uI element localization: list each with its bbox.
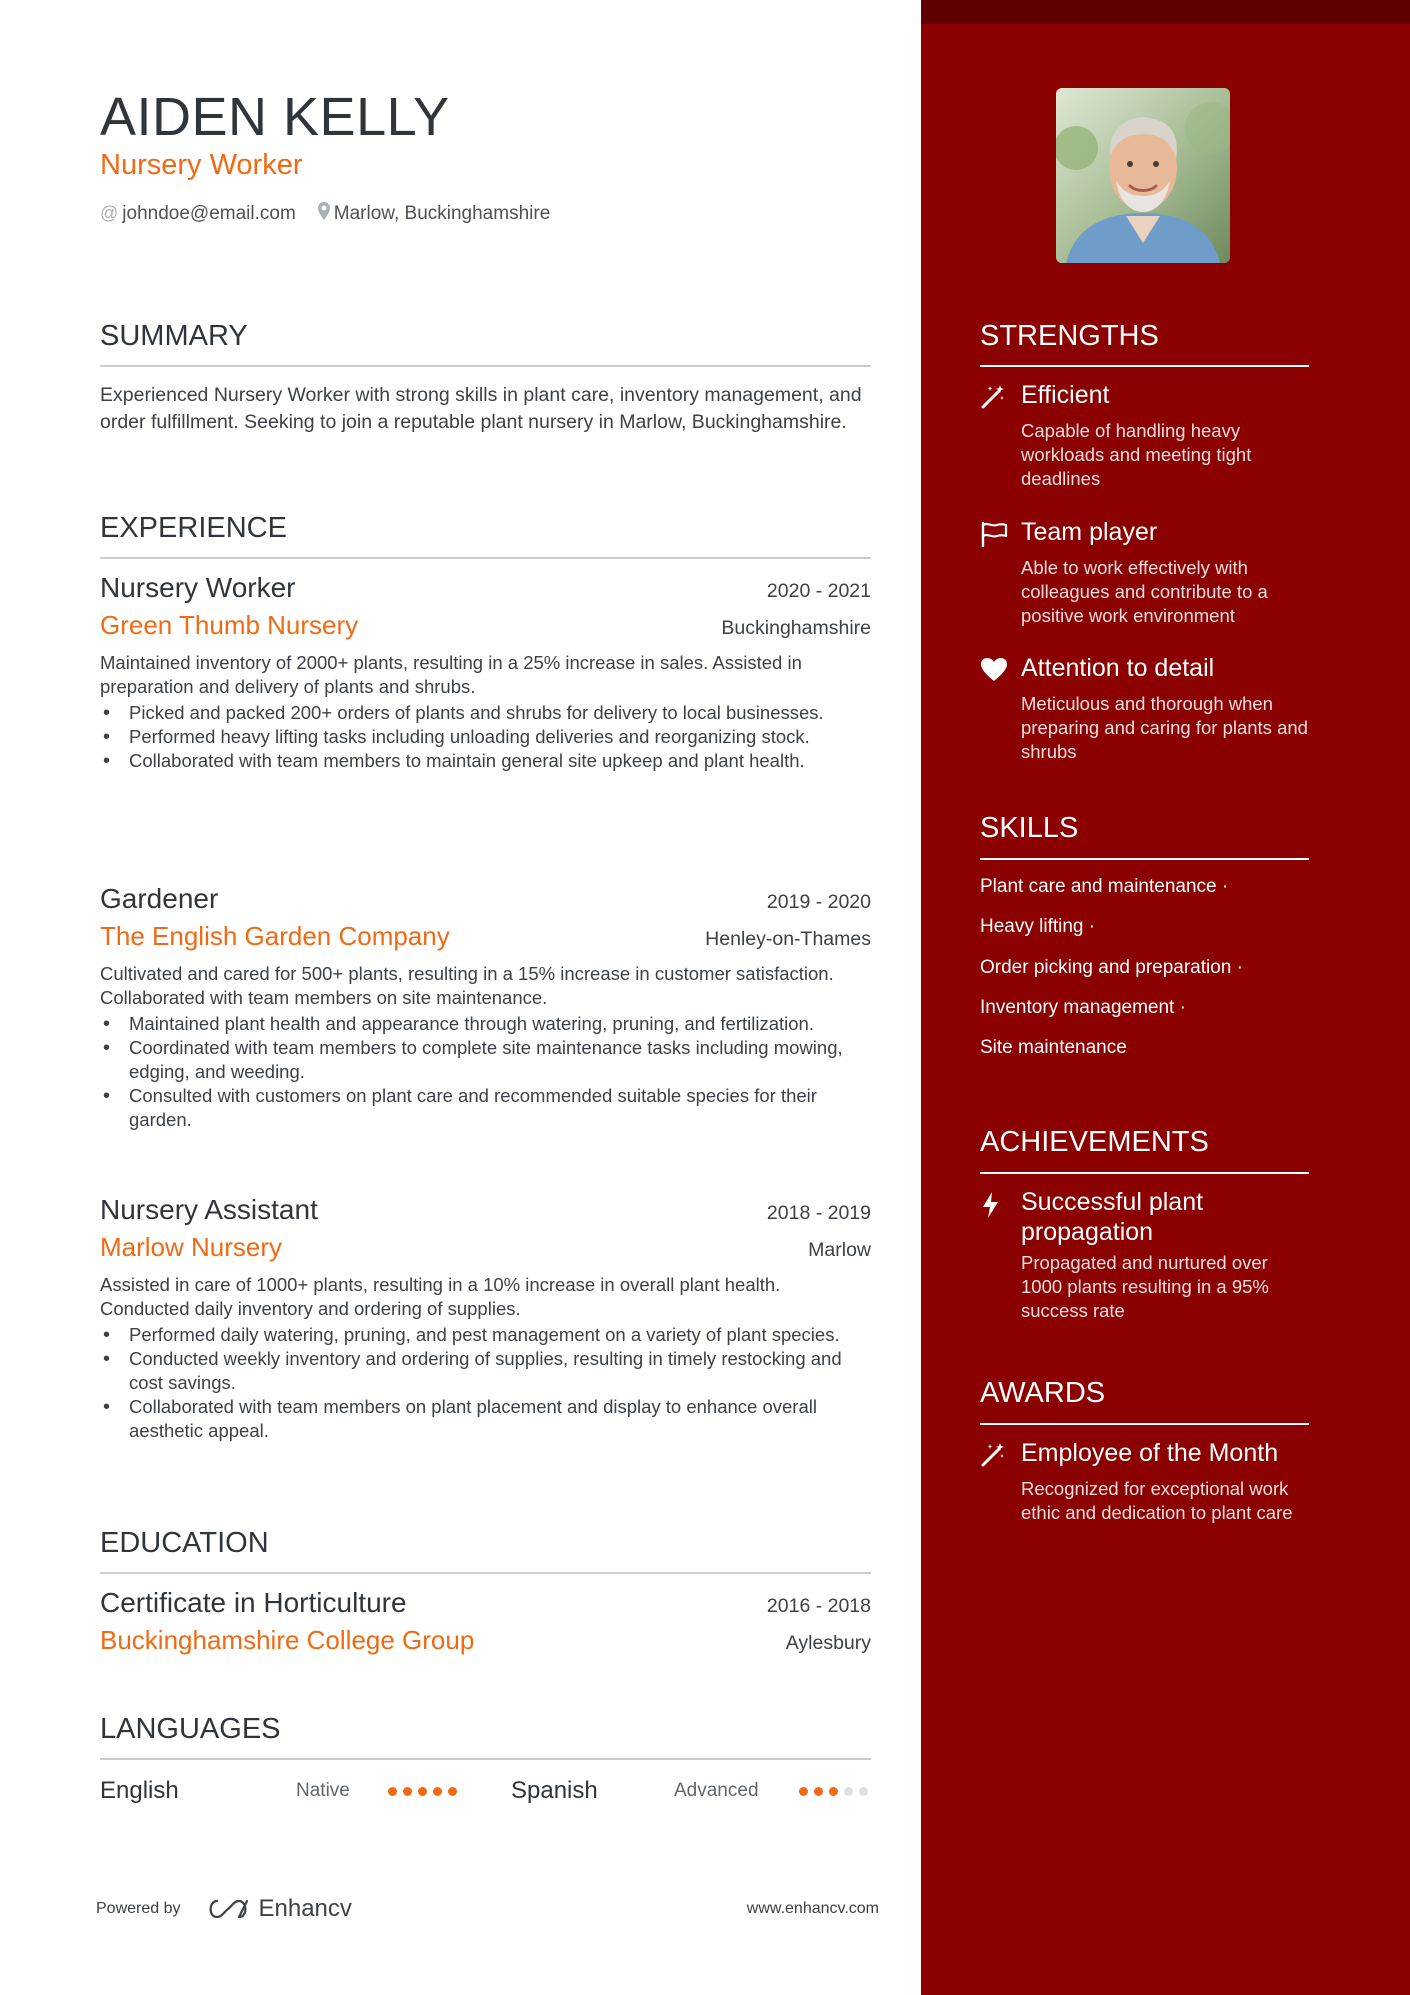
skills-heading: SKILLS [980, 812, 1079, 844]
rating-dot [388, 1787, 397, 1796]
strength-description: Capable of handling heavy workloads and meeting tight deadlines [1021, 420, 1252, 489]
language-level: Advanced [674, 1780, 759, 1801]
languages-divider [100, 1758, 871, 1760]
achievement-item [980, 1187, 1309, 1323]
magic-wand-icon [980, 1438, 1021, 1473]
summary-text: Experienced Nursery Worker with strong skills in plant care, inventory management, and order fulfillment. Seeking to join a reputable plant nursery in Marlow, Buckinghamshire. [100, 384, 862, 433]
language-level: Native [296, 1780, 350, 1801]
job-location: Henley-on-Thames [705, 928, 871, 950]
list-item: • Picked and packed 200+ orders of plants and shrubs for delivery to local businesses. [100, 701, 871, 725]
powered-by-label: Powered by [96, 1900, 181, 1917]
profile-photo [1056, 88, 1230, 263]
summary-heading: SUMMARY [100, 320, 248, 352]
strength-item [980, 653, 1309, 764]
strength-description: Able to work effectively with colleagues and contribute to a positive work environment [1021, 557, 1268, 626]
footer [96, 1895, 879, 1923]
flag-icon [980, 517, 1021, 552]
rating-dot [859, 1787, 868, 1796]
magic-wand-icon [980, 380, 1021, 415]
achievements-divider [980, 1172, 1309, 1174]
experience-divider [100, 557, 871, 559]
job-bullets [100, 1323, 871, 1443]
location-item [318, 202, 550, 225]
education-entry [100, 1587, 871, 1656]
achievement-description: Propagated and nurtured over 1000 plants resulting in a 95% success rate [1021, 1252, 1269, 1321]
job-bullets [100, 701, 871, 773]
contact-info [100, 202, 572, 225]
email-item[interactable] [100, 203, 296, 225]
rating-dot [799, 1787, 808, 1796]
list-item: • Collaborated with team members on plant placement and display to enhance overall aesthetic appeal. [100, 1395, 871, 1443]
strength-description: Meticulous and thorough when preparing and caring for plants and shrubs [1021, 693, 1308, 762]
sidebar-top-bar [921, 0, 1410, 24]
strengths-heading: STRENGTHS [980, 320, 1159, 352]
rating-dot [844, 1787, 853, 1796]
strength-item [980, 380, 1309, 491]
education-divider [100, 1572, 871, 1574]
list-item: • Performed daily watering, pruning, and pest management on a variety of plant species. [100, 1323, 871, 1347]
candidate-title: Nursery Worker [100, 149, 303, 181]
job-title: Gardener [100, 883, 219, 914]
list-item: • Conducted weekly inventory and ordering of supplies, resulting in timely restocking and cost savings. [100, 1347, 871, 1395]
skill-item: Inventory management · [980, 997, 1186, 1018]
rating-dots [799, 1787, 868, 1796]
job-description: Maintained inventory of 2000+ plants, resulting in a 25% increase in sales. Assisted in preparation and delivery of plants and shrubs. [100, 652, 802, 697]
lightning-bolt-icon [980, 1187, 1021, 1224]
language-rating-english [388, 1773, 457, 1809]
job-bullets [100, 1012, 871, 1132]
email-text: johndoe@email.com [122, 202, 296, 224]
language-rating-spanish [799, 1773, 868, 1809]
job-company: Green Thumb Nursery [100, 610, 359, 640]
rating-dot [418, 1787, 427, 1796]
language-spanish [511, 1773, 598, 1809]
list-item: • Performed heavy lifting tasks including unloading deliveries and reorganizing stock. [100, 725, 871, 749]
school-location: Aylesbury [785, 1632, 871, 1654]
language-level-spanish [674, 1773, 759, 1809]
list-item: • Coordinated with team members to complete site maintenance tasks including mowing, edging, and weeding. [100, 1036, 871, 1084]
awards-heading: AWARDS [980, 1377, 1106, 1409]
strengths-divider [980, 365, 1309, 367]
list-item: • Maintained plant health and appearance through watering, pruning, and fertilization. [100, 1012, 871, 1036]
degree-title: Certificate in Horticulture [100, 1587, 407, 1618]
languages-list [100, 1773, 871, 1809]
summary-divider [100, 365, 871, 367]
awards-divider [980, 1423, 1309, 1425]
rating-dots [388, 1787, 457, 1796]
education-dates: 2016 - 2018 [766, 1595, 871, 1617]
strength-item [980, 517, 1309, 628]
award-title: Employee of the Month [1021, 1439, 1279, 1467]
powered-by [96, 1895, 352, 1923]
strength-title: Efficient [1021, 381, 1110, 409]
language-name: English [100, 1777, 179, 1804]
job-entry [100, 1194, 871, 1443]
experience-heading: EXPERIENCE [100, 512, 287, 544]
job-company: The English Garden Company [100, 921, 450, 951]
job-dates: 2020 - 2021 [766, 580, 871, 602]
achievements-heading: ACHIEVEMENTS [980, 1126, 1209, 1158]
map-pin-icon [318, 202, 330, 225]
language-english [100, 1773, 179, 1809]
at-icon: @ [100, 203, 119, 223]
footer-url[interactable]: www.enhancv.com [746, 1900, 879, 1917]
job-location: Marlow [808, 1239, 871, 1261]
job-dates: 2018 - 2019 [766, 1202, 871, 1224]
location-text: Marlow, Buckinghamshire [333, 202, 551, 224]
job-entry [100, 883, 871, 1132]
job-title: Nursery Worker [100, 572, 296, 603]
strength-title: Attention to detail [1021, 654, 1215, 682]
skill-item: Plant care and maintenance · [980, 876, 1229, 897]
list-item: • Collaborated with team members to maintain general site upkeep and plant health. [100, 749, 871, 773]
rating-dot [433, 1787, 442, 1796]
job-description: Assisted in care of 1000+ plants, resulting in a 10% increase in overall plant health. Conducted daily inventory and ordering of supplies. [100, 1274, 781, 1319]
enhancv-brand-text: Enhancv [258, 1895, 352, 1922]
languages-heading: LANGUAGES [100, 1713, 281, 1745]
skill-item: Order picking and preparation · [980, 957, 1243, 978]
job-title: Nursery Assistant [100, 1194, 318, 1225]
achievement-title: Successful plant propagation [1021, 1188, 1204, 1246]
skills-divider [980, 858, 1309, 860]
education-heading: EDUCATION [100, 1527, 269, 1559]
list-item: • Consulted with customers on plant care and recommended suitable species for their garden. [100, 1084, 871, 1132]
enhancv-logo[interactable] [205, 1895, 352, 1923]
rating-dot [403, 1787, 412, 1796]
rating-dot [814, 1787, 823, 1796]
language-name: Spanish [511, 1777, 598, 1804]
candidate-name: AIDEN KELLY [100, 87, 450, 147]
award-description: Recognized for exceptional work ethic and dedication to plant care [1021, 1478, 1293, 1523]
skill-item: Heavy lifting · [980, 916, 1096, 937]
school-name: Buckinghamshire College Group [100, 1625, 475, 1655]
enhancv-logo-icon [205, 1898, 251, 1920]
skill-item: Site maintenance [980, 1037, 1127, 1058]
rating-dot [829, 1787, 838, 1796]
strength-title: Team player [1021, 518, 1158, 546]
job-company: Marlow Nursery [100, 1232, 283, 1262]
job-description: Cultivated and cared for 500+ plants, resulting in a 15% increase in customer satisfaction. Collaborated with team members on site maintenance. [100, 963, 834, 1008]
job-dates: 2019 - 2020 [766, 891, 871, 913]
award-item [980, 1438, 1309, 1525]
language-level-english [296, 1773, 350, 1809]
job-location: Buckinghamshire [721, 617, 871, 639]
heart-icon [980, 653, 1021, 688]
job-entry [100, 572, 871, 773]
rating-dot [448, 1787, 457, 1796]
